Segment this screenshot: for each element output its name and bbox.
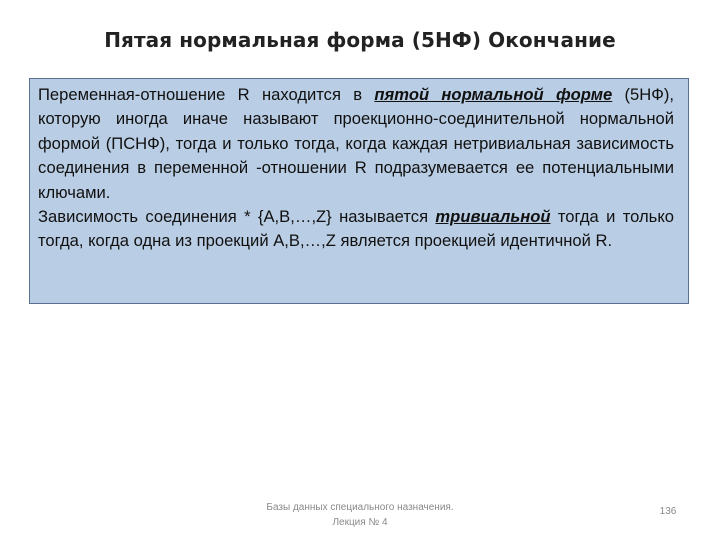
- definition-text-start: Переменная-отношение R находится в: [38, 85, 375, 104]
- fifth-normal-form-definition: [38, 83, 674, 205]
- page-number: 136: [659, 506, 677, 517]
- trivial-text-start: Зависимость соединения * {A,B,…,Z} называется: [38, 207, 436, 227]
- definition-box: [29, 78, 689, 304]
- term-trivial: тривиальной: [435, 207, 551, 227]
- term-fifth-normal-form: пятой нормальной форме: [374, 85, 613, 104]
- footer-course: Базы данных специального назначения.: [266, 502, 454, 513]
- slide-title: Пятая нормальная форма (5НФ) Окончание: [104, 28, 616, 52]
- definition-text-rest: (5НФ), которую иногда иначе называют проекционно-соединительной нормальной формой (ПСНФ), тогда и только тогда, когда каждая нетривиальная зависимость соединения в переменной -отношении R подразумевается ее потенциальными ключами.: [38, 85, 674, 202]
- trivial-text-rest: тогда и только тогда, когда одна из проекций A,B,…,Z является проекцией идентичной R.: [38, 207, 674, 251]
- footer-text: [240, 500, 480, 530]
- footer-lecture: Лекция № 4: [332, 517, 388, 528]
- trivial-dependency-definition: [38, 205, 674, 254]
